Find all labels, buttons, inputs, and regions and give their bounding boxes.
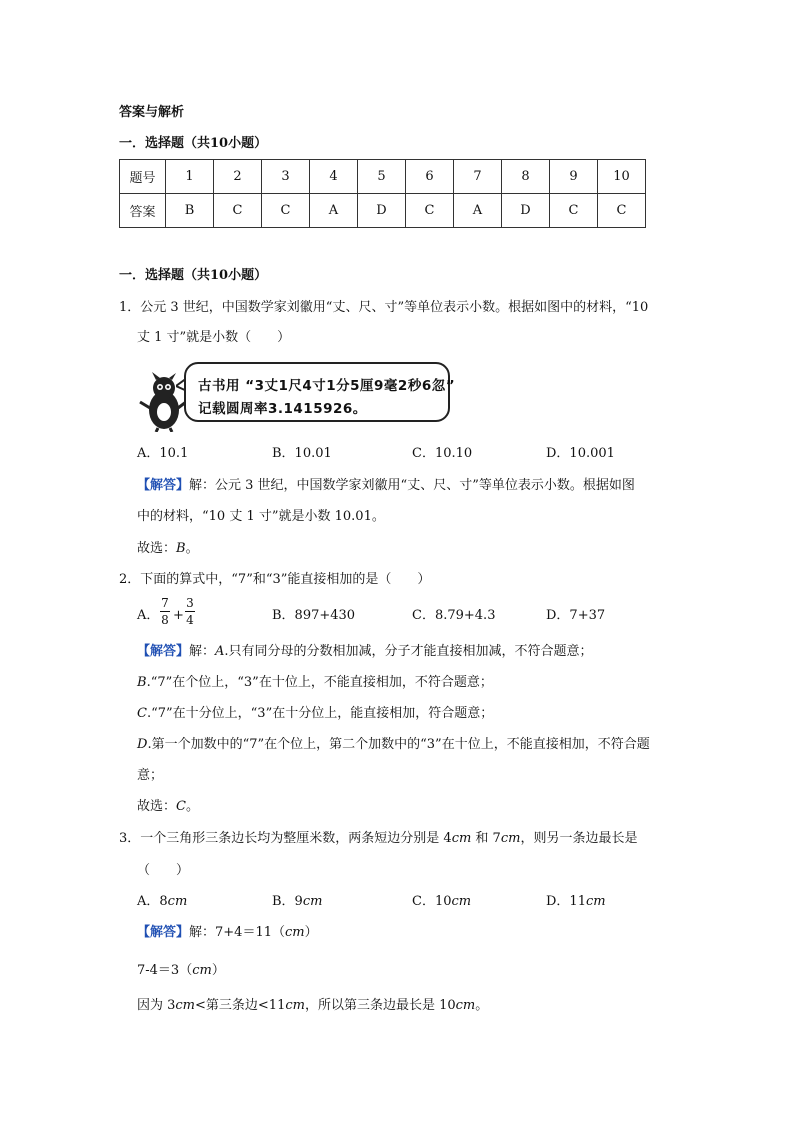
- table-cell-number: 8: [502, 160, 550, 194]
- q1-option-d: D．10.001: [546, 446, 615, 461]
- q3-option-c: [412, 895, 471, 908]
- table-row-numbers: [120, 160, 646, 194]
- option-value: D．11: [546, 894, 586, 909]
- q2-option-a-label: A．: [137, 608, 160, 623]
- table-cell-answer: D: [502, 194, 550, 228]
- analysis-text: ，所以第三条边最长是 10: [304, 998, 456, 1013]
- q3-text: 和 7: [471, 831, 501, 846]
- analysis-tag: 【解答】: [137, 644, 190, 659]
- table-cell-answer: C: [598, 194, 646, 228]
- q1-analysis-line2: 中的材料，“10 丈 1 寸”就是小数 10.01。: [137, 509, 385, 524]
- option-letter: B: [137, 675, 147, 690]
- choice-prefix: 故选：: [137, 799, 177, 814]
- unit: cm: [285, 925, 305, 940]
- analysis-text: .第一个加数中的“7”在个位上，第二个加数中的“3”在十位上，不能直接相加，不符合题: [147, 737, 650, 752]
- q1-option-b: B．10.01: [272, 446, 332, 461]
- choice-prefix: 故选：: [137, 541, 177, 556]
- quote-bubble: [184, 362, 456, 422]
- analysis-tag: 【解答】: [137, 925, 190, 940]
- section-title-2: 一．选择题（共10小题）: [119, 268, 268, 283]
- q3-analysis-line3: [137, 999, 488, 1012]
- analysis-prefix: 解：: [189, 644, 216, 659]
- q1-option-a: A．10.1: [137, 446, 189, 461]
- fraction-denominator: 8: [161, 613, 169, 627]
- table-cell-answer: A: [310, 194, 358, 228]
- q2-fraction-2: [183, 597, 197, 626]
- analysis-text: 。: [475, 998, 489, 1013]
- table-cell-number: 10: [598, 160, 646, 194]
- analysis-text: ）: [304, 925, 318, 940]
- q3-text: 3．一个三角形三条边长均为整厘米数，两条短边分别是 4: [119, 831, 452, 846]
- analysis-text: <第三条边<11: [195, 998, 286, 1013]
- choice-suffix: 。: [185, 799, 199, 814]
- q2-plus-sign: +: [173, 608, 184, 623]
- table-cell-answer: C: [262, 194, 310, 228]
- analysis-text: .只有同分母的分数相加减，分子才能直接相加减，不符合题意；: [224, 644, 593, 659]
- table-cell-answer: C: [214, 194, 262, 228]
- q2-analysis-d: [137, 738, 650, 751]
- q2-analysis-a: [137, 645, 593, 658]
- q2-fraction-1: [158, 597, 172, 626]
- analysis-text: ）: [211, 963, 225, 978]
- table-cell-number: 4: [310, 160, 358, 194]
- section-title: 一．选择题（共10小题）: [119, 136, 268, 151]
- unit: cm: [285, 998, 305, 1013]
- option-value: B．9: [272, 894, 303, 909]
- option-letter: D: [137, 737, 148, 752]
- unit: cm: [302, 894, 323, 909]
- table-cell-number: 9: [550, 160, 598, 194]
- table-cell-answer: C: [550, 194, 598, 228]
- analysis-text: .“7”在个位上，“3”在十位上，不能直接相加，不符合题意；: [146, 675, 493, 690]
- unit: cm: [500, 831, 521, 846]
- unit: cm: [167, 894, 188, 909]
- table-cell-number: 6: [406, 160, 454, 194]
- choice-suffix: 。: [185, 541, 199, 556]
- table-cell-number: 2: [214, 160, 262, 194]
- unit: cm: [451, 894, 472, 909]
- q2-choice: [137, 800, 199, 813]
- q1-stem-line1: 1．公元 3 世纪，中国数学家刘徽用“丈、尺、寸”等单位表示小数。根据如图中的材料，“10: [119, 300, 649, 315]
- q1-analysis-line1: [137, 479, 635, 492]
- choice-letter: B: [176, 541, 186, 556]
- table-cell-answer: B: [166, 194, 214, 228]
- q3-analysis-line1: [137, 926, 318, 939]
- answer-heading: 答案与解析: [119, 105, 185, 120]
- unit: cm: [455, 998, 476, 1013]
- q3-analysis-line2: [137, 964, 225, 977]
- q2-option-d: D．7+37: [546, 608, 606, 623]
- fraction-bar: [185, 611, 195, 612]
- unit: cm: [175, 998, 196, 1013]
- fraction-numerator: 3: [186, 596, 194, 610]
- table-cell-answer: D: [358, 194, 406, 228]
- table-cell-number: 7: [454, 160, 502, 194]
- table-cell-answer: C: [406, 194, 454, 228]
- option-letter: A: [215, 644, 225, 659]
- q2-option-c: C．8.79+4.3: [412, 608, 496, 623]
- option-value: C．10: [412, 894, 452, 909]
- analysis-text: 解：7+4＝11（: [189, 925, 285, 940]
- q1-analysis-text: 解：公元 3 世纪，中国数学家刘徽用“丈、尺、寸”等单位表示小数。根据如图: [189, 478, 635, 493]
- q2-analysis-b: [137, 676, 493, 689]
- bubble-line1: 古书用 “3丈1尺4寸1分5厘9毫2秒6忽”: [198, 378, 456, 394]
- fraction-denominator: 4: [186, 613, 194, 627]
- q1-option-c: C．10.10: [412, 446, 473, 461]
- q3-option-d: [546, 895, 606, 908]
- option-letter: C: [137, 706, 147, 721]
- analysis-text: .“7”在十分位上，“3”在十分位上，能直接相加，符合题意；: [146, 706, 494, 721]
- unit: cm: [451, 831, 472, 846]
- option-value: A．8: [137, 894, 168, 909]
- table-cell-number: 3: [262, 160, 310, 194]
- table-answer-label: 答案: [120, 194, 166, 228]
- q1-choice: [137, 542, 199, 555]
- q2-analysis-c: [137, 707, 493, 720]
- q3-option-a: [137, 895, 187, 908]
- analysis-text: 7-4＝3（: [137, 963, 193, 978]
- answer-table: [119, 159, 646, 228]
- q3-stem-line1: [119, 832, 637, 845]
- table-cell-number: 5: [358, 160, 406, 194]
- fraction-bar: [160, 611, 170, 612]
- unit: cm: [192, 963, 212, 978]
- unit: cm: [585, 894, 606, 909]
- q3-option-b: [272, 895, 322, 908]
- analysis-text: 因为 3: [137, 998, 176, 1013]
- choice-letter: C: [176, 799, 186, 814]
- table-cell-number: 1: [166, 160, 214, 194]
- bubble-line2: 记载圆周率3.1415926。: [198, 401, 367, 417]
- table-row-answers: [120, 194, 646, 228]
- fraction-numerator: 7: [161, 596, 169, 610]
- q3-text: ，则另一条边最长是: [520, 831, 638, 846]
- q1-stem-line2: 丈 1 寸”就是小数（ ）: [137, 330, 291, 345]
- q2-stem: 2．下面的算式中，“7”和“3”能直接相加的是（ ）: [119, 572, 431, 587]
- q2-option-b: B．897+430: [272, 608, 356, 623]
- table-header-label: 题号: [120, 160, 166, 194]
- q3-stem-line2: （ ）: [137, 863, 190, 878]
- table-cell-answer: A: [454, 194, 502, 228]
- q2-analysis-d-cont: 意；: [137, 768, 164, 783]
- analysis-tag: 【解答】: [137, 478, 190, 493]
